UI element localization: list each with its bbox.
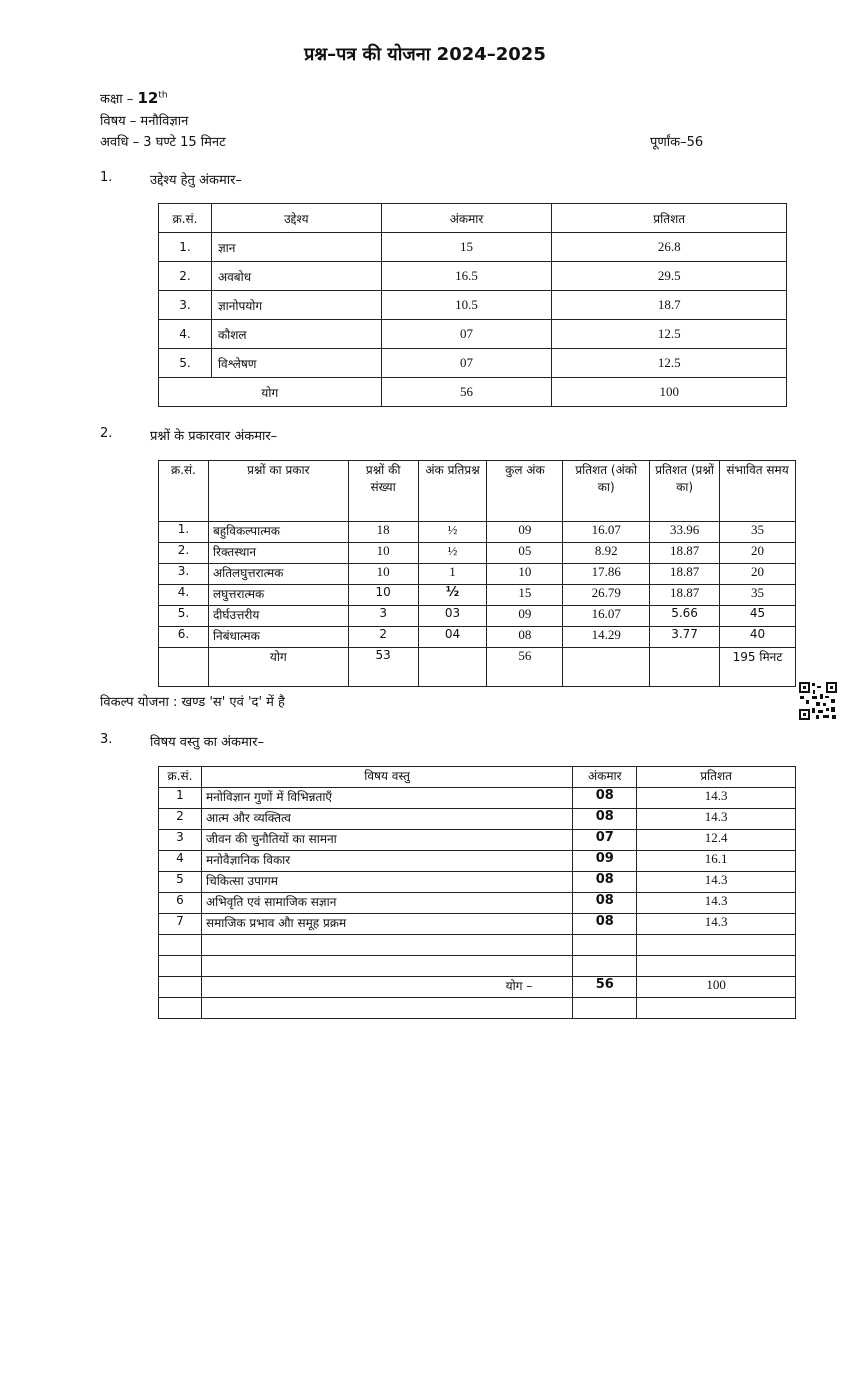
table-cell: 07 [381,349,552,378]
table-cell: 26.79 [563,585,650,606]
total-marks: 56 [487,648,563,687]
table-cell: 2 [348,627,418,648]
table-cell: 16.1 [637,851,796,872]
table-cell: 15 [381,233,552,262]
table-cell: 08 [573,914,637,935]
table-cell: लघुत्तरात्मक [208,585,348,606]
table-row [159,262,787,291]
table-row [159,585,796,606]
table-header-row [159,204,787,233]
table-cell: 45 [720,606,796,627]
table-cell: अतिलघुत्तरात्मक [208,564,348,585]
table-cell: 17.86 [563,564,650,585]
table-cell: 18 [348,522,418,543]
table-cell: बहुविकल्पात्मक [208,522,348,543]
table-row [159,349,787,378]
table-cell: 18.87 [650,543,720,564]
total-time: 195 मिनट [720,648,796,687]
table-cell: 35 [720,585,796,606]
table-cell: 14.3 [637,893,796,914]
qr-code-icon [798,681,838,721]
table-row [159,851,796,872]
table-cell: 09 [487,522,563,543]
table-row [159,788,796,809]
table-cell: अवबोध [211,262,381,291]
table-row [159,564,796,585]
table-cell: समाजिक प्रभाव औा समूह प्रक्रम [201,914,572,935]
table-cell: 5. [159,349,212,378]
table-cell: 2. [159,543,209,564]
total-percent: 100 [637,977,796,998]
table-cell: 7 [159,914,202,935]
table-cell: रिक्तस्थान [208,543,348,564]
header-cell: अंकमार [573,767,637,788]
subject-content-table [158,766,796,1019]
table-cell: ½ [418,543,487,564]
table-cell: 14.3 [637,914,796,935]
table-cell: 05 [487,543,563,564]
table-cell: 10 [487,564,563,585]
header-cell: अंकमार [381,204,552,233]
table-cell: आत्म और व्यक्तित्व [201,809,572,830]
table-cell: 10.5 [381,291,552,320]
section2-title: प्रश्नों के प्रकारवार अंकमार– [150,429,278,444]
section1-number: 1. [100,170,113,185]
table-cell: ज्ञानोपयोग [211,291,381,320]
table-cell [159,977,202,998]
table-row [159,291,787,320]
table-cell: 3. [159,564,209,585]
table-cell: 5.66 [650,606,720,627]
header-cell: क्र.सं. [159,461,209,522]
header-cell: क्र.सं. [159,767,202,788]
table-cell: 08 [573,809,637,830]
header-cell: क्र.सं. [159,204,212,233]
table-row [159,606,796,627]
table-cell: 1. [159,233,212,262]
table-cell [418,648,487,687]
table-cell: 10 [348,564,418,585]
class-sup: th [158,90,168,101]
header-cell: प्रतिशत [552,204,787,233]
table-cell: 12.5 [552,349,787,378]
table-cell: 18.87 [650,564,720,585]
table-row [159,627,796,648]
table-header-row [159,461,796,522]
table-cell: 09 [573,851,637,872]
section3-number: 3. [100,732,113,747]
table-cell: दीर्घउत्तरीय [208,606,348,627]
table-row [159,543,796,564]
table-cell: 08 [573,788,637,809]
table-cell: 33.96 [650,522,720,543]
table-cell: विश्लेषण [211,349,381,378]
table-cell: 20 [720,564,796,585]
table-cell: मनोवैज्ञानिक विकार [201,851,572,872]
table-cell: 29.5 [552,262,787,291]
table-cell: जीवन की चुनौतियों का सामना [201,830,572,851]
table-cell: 6 [159,893,202,914]
table-cell: 40 [720,627,796,648]
table-cell: 1 [159,788,202,809]
total-count: 53 [348,648,418,687]
table-cell: 07 [573,830,637,851]
section2-number: 2. [100,426,113,441]
table-cell: 16.5 [381,262,552,291]
table-cell: 08 [573,872,637,893]
table-cell: 10 [348,543,418,564]
table-cell: 12.5 [552,320,787,349]
header-cell: प्रतिशत (अंको का) [563,461,650,522]
page-title: प्रश्न–पत्र की योजना 2024–2025 [304,44,546,65]
table-empty-row [159,998,796,1019]
table-cell [159,648,209,687]
table-total-row [159,378,787,407]
table-row [159,830,796,851]
table-cell: मनोविज्ञान गुणों में विभिन्नताएँ [201,788,572,809]
table-cell: ½ [418,522,487,543]
class-label: कक्षा – [100,92,138,107]
header-cell: संभावित समय [720,461,796,522]
table-header-row [159,767,796,788]
table-cell: 4 [159,851,202,872]
table-cell: 2 [159,809,202,830]
header-cell: विषय वस्तु [201,767,572,788]
table-row [159,809,796,830]
table-cell: 5 [159,872,202,893]
table-total-row [159,977,796,998]
table-cell [650,648,720,687]
total-marks: 56 [381,378,552,407]
table-cell: ज्ञान [211,233,381,262]
subject-line: विषय – मनौविज्ञान [100,114,189,129]
table-cell: 14.3 [637,872,796,893]
table-cell: 8.92 [563,543,650,564]
table-cell: 35 [720,522,796,543]
table-cell: 16.07 [563,522,650,543]
header-cell: अंक प्रतिप्रश्न [418,461,487,522]
option-note: विकल्प योजना : खण्ड 'स' एवं 'द' में है [100,695,285,710]
total-percent: 100 [552,378,787,407]
table-cell: 1 [418,564,487,585]
duration-line: अवधि – 3 घण्टे 15 मिनट [100,135,226,150]
table-cell: ½ [418,585,487,606]
table-cell: 5. [159,606,209,627]
total-marks: 56 [573,977,637,998]
table-cell: 03 [418,606,487,627]
table-row [159,914,796,935]
table-cell: 3 [159,830,202,851]
table-cell: 2. [159,262,212,291]
table-cell [563,648,650,687]
table-row [159,320,787,349]
table-cell: 07 [381,320,552,349]
table-cell: 3. [159,291,212,320]
table-cell: 20 [720,543,796,564]
class-value: 12 [137,89,159,107]
table-cell: 18.7 [552,291,787,320]
total-label: योग [159,378,382,407]
table-total-row [159,648,796,687]
header-cell: कुल अंक [487,461,563,522]
header-cell: प्रश्नों की संख्या [348,461,418,522]
header-cell: प्रश्नों का प्रकार [208,461,348,522]
total-label: योग [208,648,348,687]
table-cell: 4. [159,320,212,349]
table-cell: 16.07 [563,606,650,627]
table-cell: 08 [573,893,637,914]
table-cell: 6. [159,627,209,648]
table-cell: 14.3 [637,788,796,809]
table-cell: 14.29 [563,627,650,648]
table-cell: 12.4 [637,830,796,851]
header-cell: प्रतिशत [637,767,796,788]
table-cell: 14.3 [637,809,796,830]
table-cell: कौशल [211,320,381,349]
table-cell: 26.8 [552,233,787,262]
question-type-table [158,460,796,687]
objective-table [158,203,787,407]
table-empty-row [159,935,796,956]
class-line [100,89,168,107]
table-cell: 4. [159,585,209,606]
table-row [159,872,796,893]
full-marks: पूर्णांक–56 [650,135,704,150]
total-label: योग – [201,977,572,998]
table-cell: 18.87 [650,585,720,606]
table-cell: 15 [487,585,563,606]
table-cell: 08 [487,627,563,648]
table-cell: चिकित्सा उपागम [201,872,572,893]
header-cell: प्रतिशत (प्रश्नों का) [650,461,720,522]
table-row [159,893,796,914]
table-cell: 1. [159,522,209,543]
table-row [159,233,787,262]
table-cell: 3 [348,606,418,627]
table-cell: 04 [418,627,487,648]
section1-title: उद्देश्य हेतु अंकमार– [150,173,242,188]
table-cell: 10 [348,585,418,606]
table-cell: अभिवृति एवं सामाजिक सज्ञान [201,893,572,914]
header-cell: उद्देश्य [211,204,381,233]
table-empty-row [159,956,796,977]
table-cell: 09 [487,606,563,627]
table-cell: निबंधात्मक [208,627,348,648]
table-cell: 3.77 [650,627,720,648]
table-row [159,522,796,543]
section3-title: विषय वस्तु का अंकमार– [150,735,264,750]
